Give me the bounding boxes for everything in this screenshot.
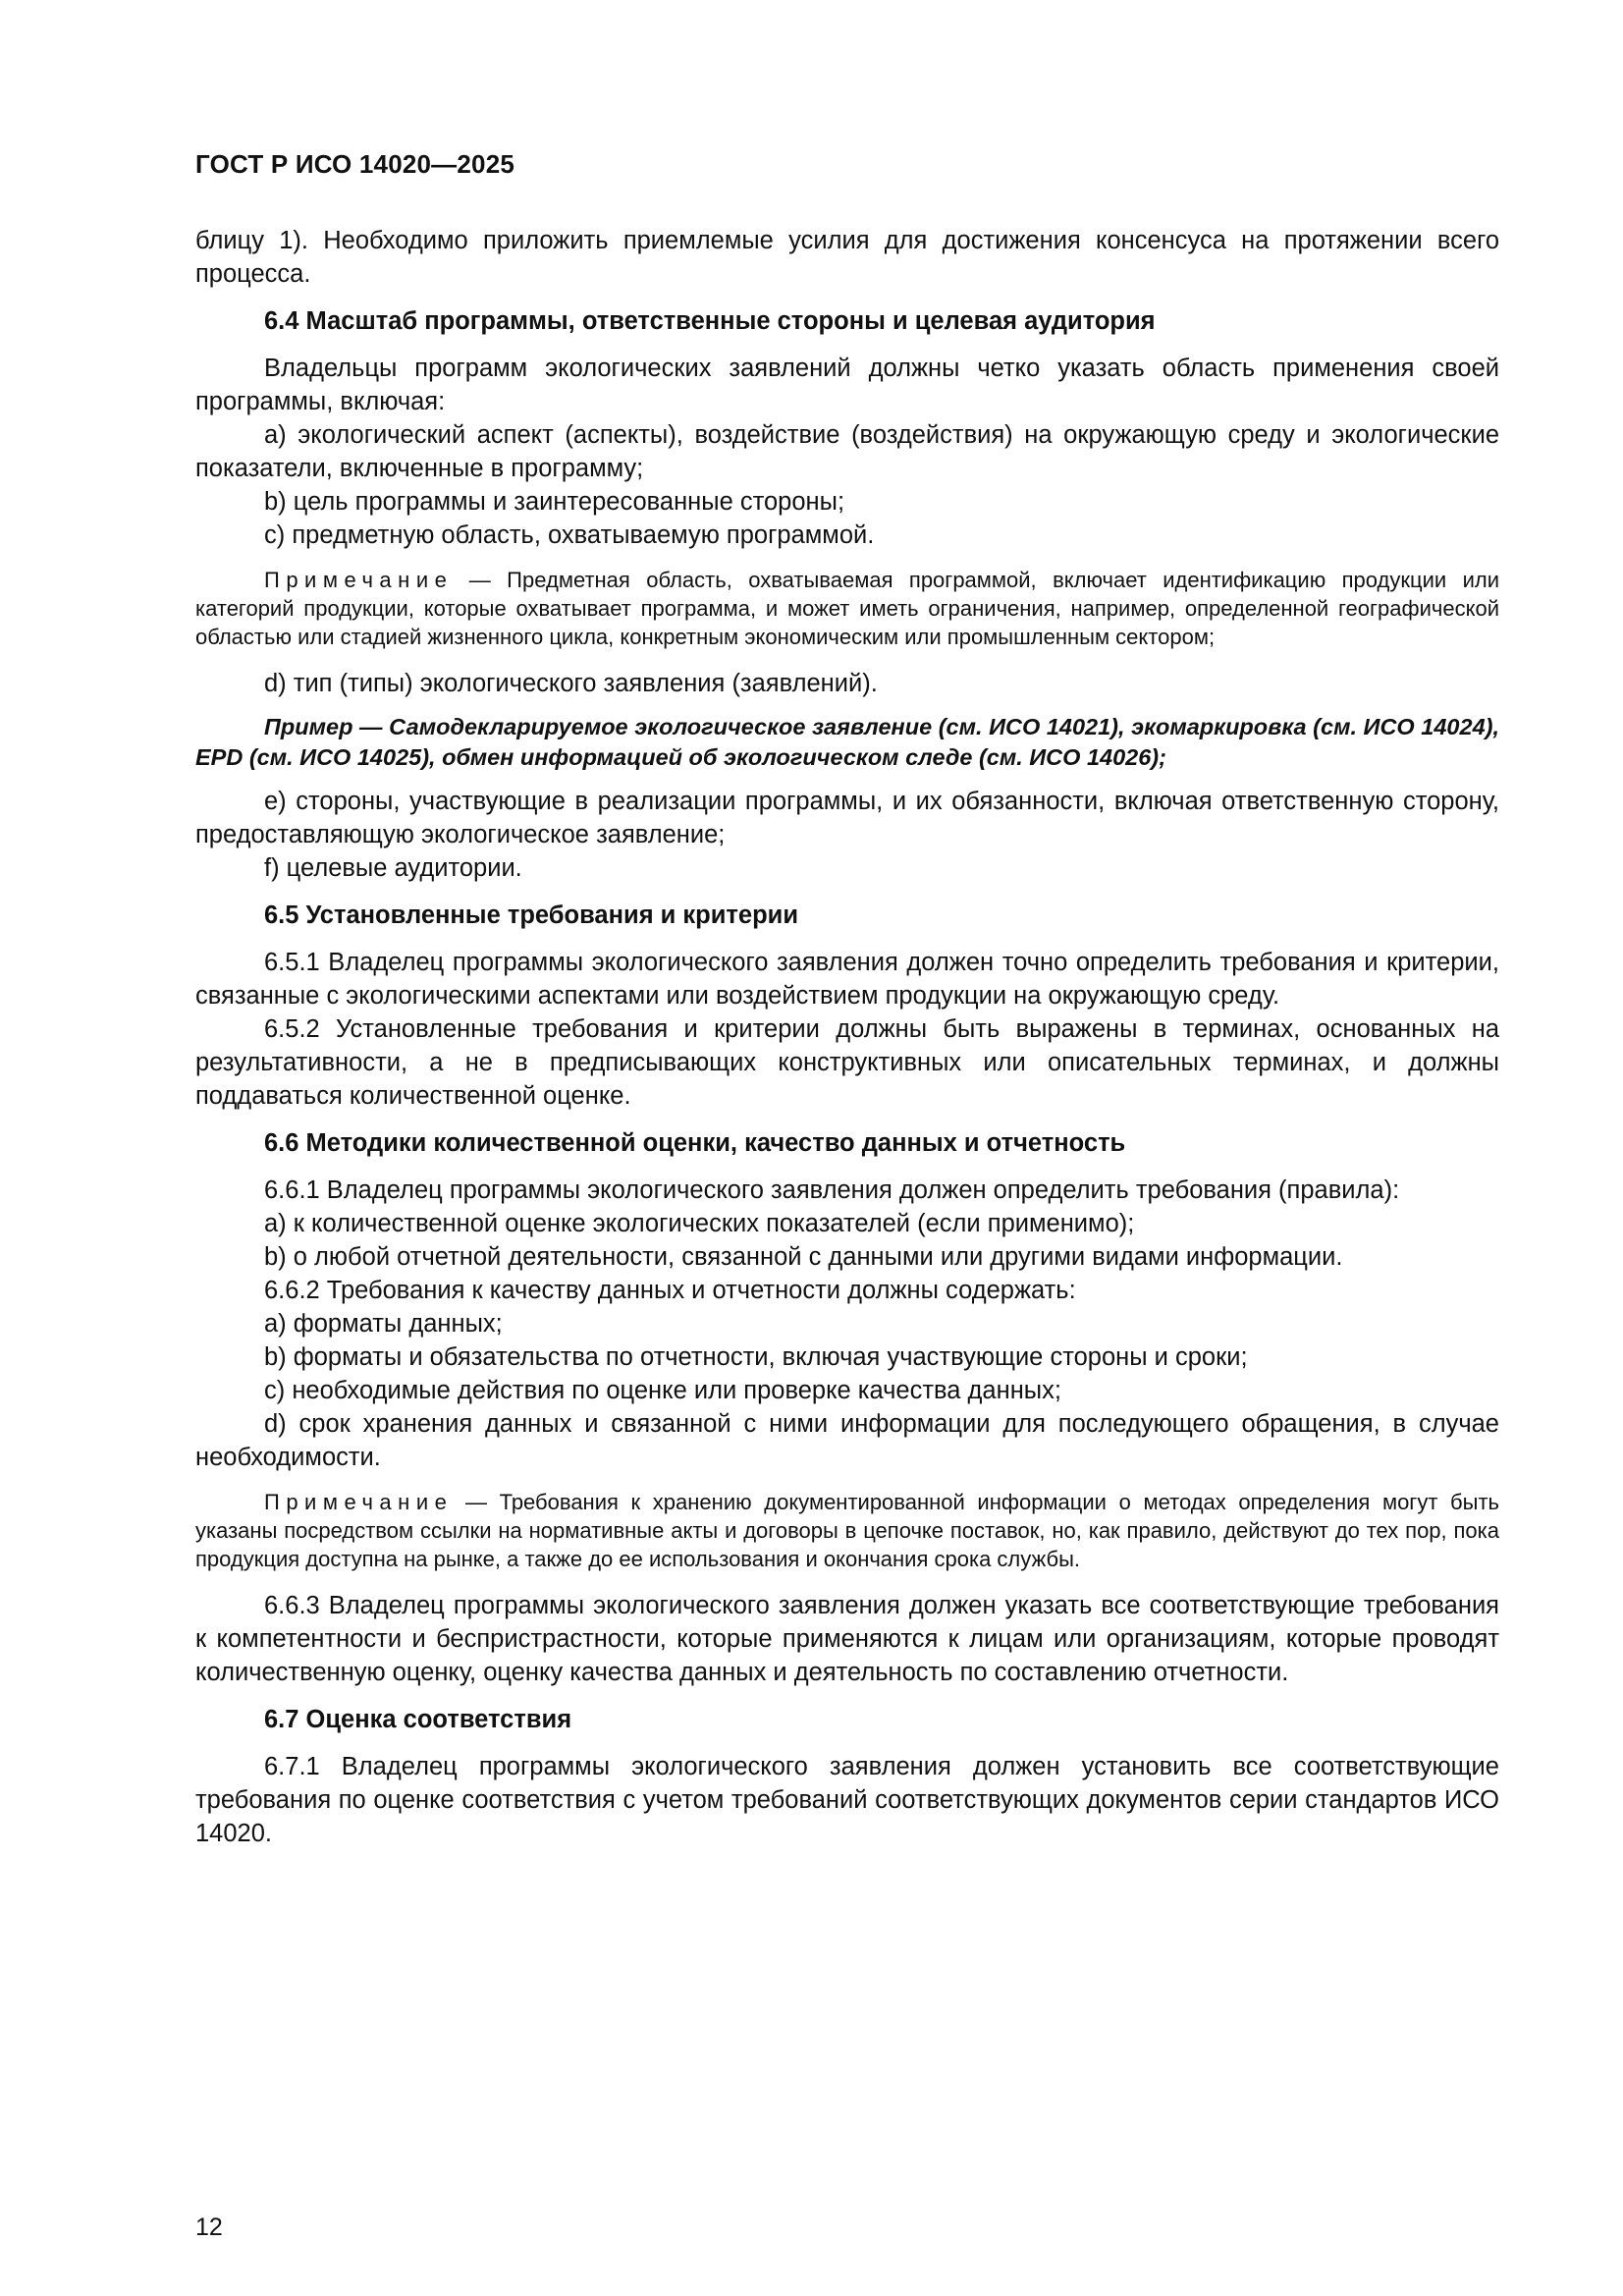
list-item: f) целевые аудитории. [264,854,522,882]
paragraph: 6.7.1 Владелец программы экологического заявления должен установить все соответствующие требования по оценке соответствия с учетом требований соответствующих документов серии стандартов ИСО 14020. [195,1753,1499,1847]
paragraph: 6.5.2 Установленные требования и критерии должны быть выражены в терминах, основанных на результативности, а не в предписывающих конструктивных или описательных терминах, и должны поддаваться количественной оценке. [195,1015,1499,1110]
list-item: e) стороны, участвующие в реализации программы, и их обязанности, включая ответственную сторону, предоставляющую экологическое заявление; [195,788,1499,848]
paragraph-continuation: блицу 1). Необходимо приложить приемлемые усилия для достижения консенсуса на протяжении всего процесса. [195,227,1499,288]
note [195,1488,1499,1573]
list-item: a) к количественной оценке экологических показателей (если применимо); [264,1210,1135,1237]
list-item: a) форматы данных; [264,1310,503,1338]
list-item: d) срок хранения данных и связанной с ними информации для последующего обращения, в случае необходимости. [195,1410,1499,1471]
list-item: c) необходимые действия по оценке или проверке качества данных; [264,1377,1061,1404]
paragraph: 6.6.3 Владелец программы экологического заявления должен указать все соответствующие требования к компетентности и беспристрастности, которые применяются к лицам или организациям, которые проводят количественную оценку, оценку качества данных и деятельность по составлению отчетности. [195,1592,1499,1686]
document-body [195,224,1499,1850]
section-heading-6-6: 6.6 Методики количественной оценки, качество данных и отчетность [264,1129,1126,1157]
paragraph: 6.5.1 Владелец программы экологического заявления должен точно определить требования и критерии, связанные с экологическими аспектами или воздействием продукции на окружающую среду. [195,949,1499,1010]
note-label: Примечание [264,568,454,592]
document-header: ГОСТ Р ИСО 14020—2025 [195,149,515,179]
list-item: d) тип (типы) экологического заявления (заявлений). [264,670,878,697]
note-text: — Требования к хранению документированной информации о методах определения могут быть указаны посредством ссылки на нормативные акты и договоры в цепочке поставок, но, как правило, действуют до тех пор, пока продукция доступна на рынке, а также до ее использования и окончания срока службы. [195,1490,1499,1571]
section-heading-6-5: 6.5 Установленные требования и критерии [264,902,799,929]
section-heading-6-4: 6.4 Масштаб программы, ответственные стороны и целевая аудитория [264,307,1156,335]
list-item: c) предметную область, охватываемую программой. [264,521,875,549]
list-item: b) форматы и обязательства по отчетности, включая участвующие стороны и сроки; [264,1343,1248,1371]
list-item: b) о любой отчетной деятельности, связанной с данными или другими видами информации. [264,1243,1343,1271]
example: Пример — Самодекларируемое экологическое заявление (см. ИСО 14021), экомаркировка (см. ИСО 14024), EPD (см. ИСО 14025), обмен информацией об экологическом следе (см. ИСО 14026); [195,714,1499,770]
note-text: — Предметная область, охватываемая программой, включает идентификацию продукции или категорий продукции, которые охватывает программа, и может иметь ограничения, например, определенной географической областью или стадией жизненного цикла, конкретным экономическим или промышленным сектором; [195,568,1499,649]
list-item: b) цель программы и заинтересованные стороны; [264,488,845,516]
paragraph: 6.6.2 Требования к качеству данных и отчетности должны содержать: [264,1277,1076,1304]
paragraph: Владельцы программ экологических заявлений должны четко указать область применения своей программы, включая: [195,355,1499,415]
list-item: a) экологический аспект (аспекты), воздействие (воздействия) на окружающую среду и экологические показатели, включенные в программу; [195,421,1499,482]
paragraph: 6.6.1 Владелец программы экологического заявления должен определить требования (правила): [264,1176,1400,1204]
note-label: Примечание [264,1490,454,1514]
page-number: 12 [195,2214,223,2241]
note [195,566,1499,651]
section-heading-6-7: 6.7 Оценка соответствия [264,1706,572,1733]
